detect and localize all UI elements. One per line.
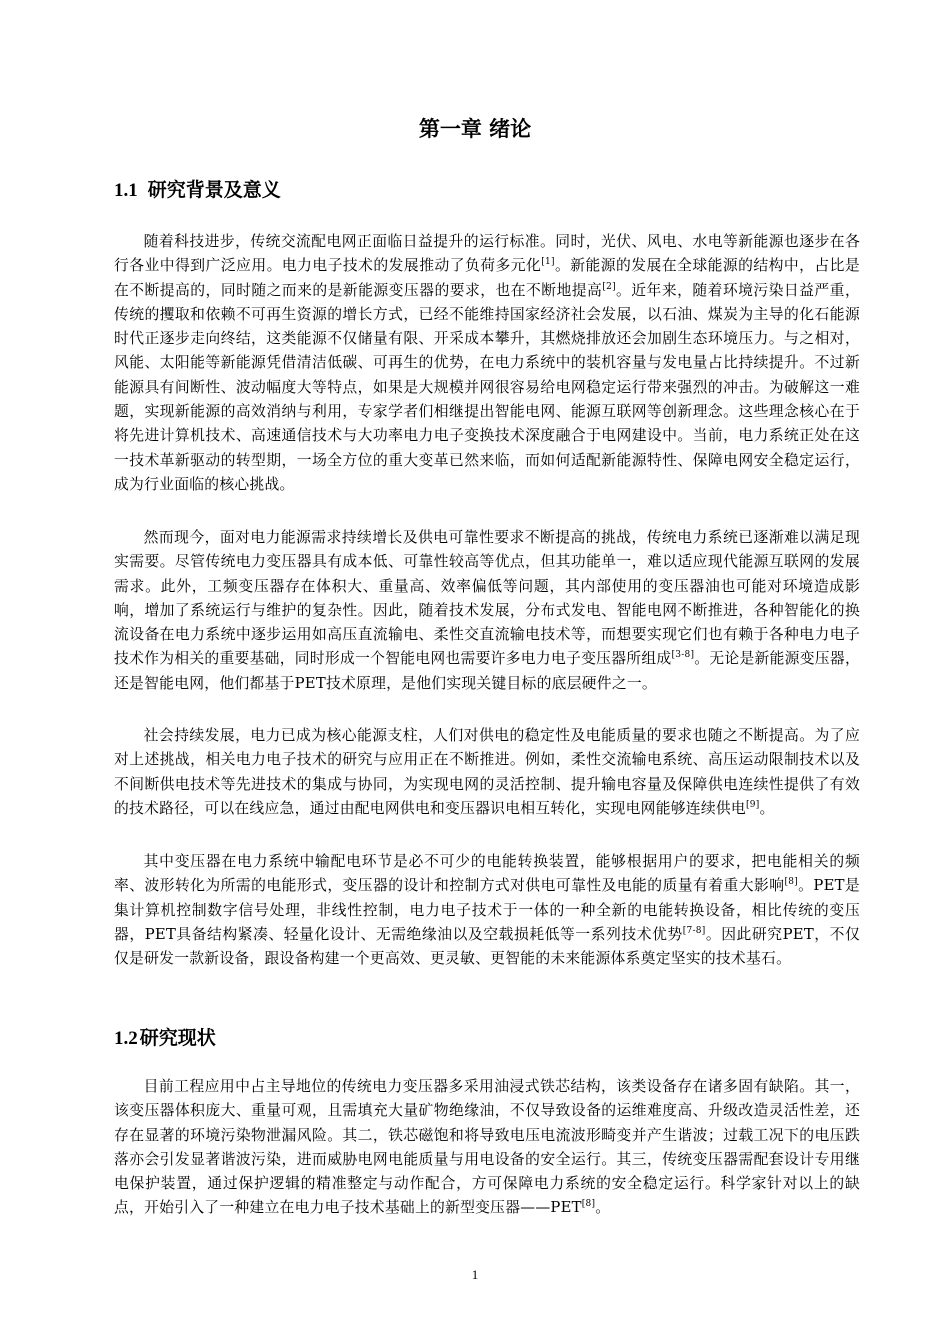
section-heading-1-1 xyxy=(114,176,281,205)
citation-marker: [3-8] xyxy=(671,650,695,661)
citation-marker: [9] xyxy=(745,799,760,810)
paragraph-text: 。PET是集计算机控制数字信号处理，非线性控制，电力电子技术于一体的一种全新的电能转换设备，相比传统的变压器，PET具备结构紧凑、轻量化设计、无需绝缘油以及空载损耗低等一系列技术优势 xyxy=(114,877,860,943)
paragraph-text: 。近年来，随着环境污染日益严重，传统的攫取和依赖不可再生资源的增长方式，已经不能维持国家经济社会发展，以石油、煤炭为主导的化石能源时代正逐步走向终结，这类能源不仅储量有限、开采成本攀升，其燃烧排放还会加剧生态环境压力。与之相对，风能、太阳能等新能源凭借清洁低碳、可再生的优势，在电力系统中的装机容量与发电量占比持续提升。不过新能源具有间断性、波动幅度大等特点，如果是大规模并网很容易给电网稳定运行带来强烈的冲击。为破解这一难题，实现新能源的高效消纳与利用，专家学者们相继提出智能电网、能源互联网等创新理念。这些理念核心在于将先进计算机技术、高速通信技术与大功率电力电子变换技术深度融合于电网建设中。当前，电力系统正处在这一技术革新驱动的转型期，一场全方位的重大变革已然来临，而如何适配新能源特性、保障电网安全稳定运行，成为行业面临的核心挑战。 xyxy=(114,281,860,493)
section-number: 1.2 xyxy=(114,1028,138,1049)
section-number: 1.1 xyxy=(114,180,138,201)
paragraph-text: 其中变压器在电力系统中输配电环节是必不可少的电能转换装置，能够根据用户的要求，把电能相关的频率、波形转化为所需的电能形式，变压器的设计和控制方式对供电可靠性及电能的质量有着重大影响 xyxy=(114,853,860,895)
paragraph-text: 目前工程应用中占主导地位的传统电力变压器多采用油浸式铁芯结构，该类设备存在诸多固有缺陷。其一，该变压器体积庞大、重量可观，且需填充大量矿物绝缘油，不仅导致设备的运维难度高、升级改造灵活性差，还存在显著的环境污染物泄漏风险。其二，铁芯磁饱和将导致电压电流波形畸变并产生谐波；过载工况下的电压跌落亦会引发显著谐波污染，进而威胁电网电能质量与用电设备的安全运行。其三，传统变压器需配套设计专用继电保护装置，通过保护逻辑的精准整定与动作配合，方可保障电力系统的安全稳定运行。科学家针对以上的缺点，开始引入了一种建立在电力电子技术基础上的新型变压器——PET xyxy=(114,1078,860,1217)
citation-marker: [8] xyxy=(581,1199,596,1210)
paragraph xyxy=(114,1075,860,1221)
citation-marker: [8] xyxy=(784,877,798,888)
paragraph-text: 。无论是新能源变压器，还是智能电网，他们都基于PET技术原理，是他们实现关键目标的底层硬件之一。 xyxy=(114,650,860,692)
chapter-title: 第一章 绪论 xyxy=(418,117,532,141)
paragraph-text: 然而现今，面对电力能源需求持续增长及供电可靠性要求不断提高的挑战，传统电力系统已逐渐难以满足现实需要。尽管传统电力变压器具有成本低、可靠性较高等优点，但其功能单一，难以适应现代能源互联网的发展需求。此外，工频变压器存在体积大、重量高、效率偏低等问题，其内部使用的变压器油也可能对环境造成影响，增加了系统运行与维护的复杂性。因此，随着技术发展，分布式发电、智能电网不断推进，各种智能化的换流设备在电力系统中逐步运用如高压直流输电、柔性交直流输电技术等，而想要实现它们也有赖于各种电力电子技术作为相关的重要基础，同时形成一个智能电网也需要许多电力电子变压器所组成 xyxy=(114,529,860,668)
paragraph-text: 随着科技进步，传统交流配电网正面临日益提升的运行标准。同时，光伏、风电、水电等新能源也逐步在各行各业中得到广泛应用。电力电子技术的发展推动了负荷多元化 xyxy=(114,233,860,275)
citation-marker: [2] xyxy=(602,281,616,292)
paragraph-text: 。 xyxy=(595,1199,611,1217)
page-number: 1 xyxy=(471,1267,479,1282)
paragraph-text: 。新能源的发展在全球能源的结构中，占比是在不断提高的，同时随之而来的是新能源变压器的要求，也在不断地提高 xyxy=(114,257,860,299)
paragraph xyxy=(114,850,860,971)
citation-marker: [1] xyxy=(541,257,555,268)
citation-marker: [7-8] xyxy=(682,925,706,936)
section-title: 研究现状 xyxy=(139,1027,216,1049)
section-title: 研究背景及意义 xyxy=(147,179,281,201)
paragraph xyxy=(114,526,860,696)
paragraph xyxy=(114,230,860,497)
section-heading-1-2 xyxy=(114,1024,216,1053)
paragraph-text: 。因此研究PET，不仅仅是研发一款新设备，跟设备构建一个更高效、更灵敏、更智能的未来能源体系奠定坚实的技术基石。 xyxy=(114,925,860,968)
paragraph-text: 。 xyxy=(759,799,775,817)
paragraph-text: 社会持续发展，电力已成为核心能源支柱，人们对供电的稳定性及电能质量的要求也随之不断提高。为了应对上述挑战，相关电力电子技术的研究与应用正在不断推进。例如，柔性交流输电系统、高压运动限制技术以及不间断供电技术等先进技术的集成与协同，为实现电网的灵活控制、提升输电容量及保障供电连续性提供了有效的技术路径，可以在线应急，通过由配电网供电和变压器识电相互转化，实现电网能够连续供电 xyxy=(114,727,860,817)
paragraph xyxy=(114,724,860,821)
